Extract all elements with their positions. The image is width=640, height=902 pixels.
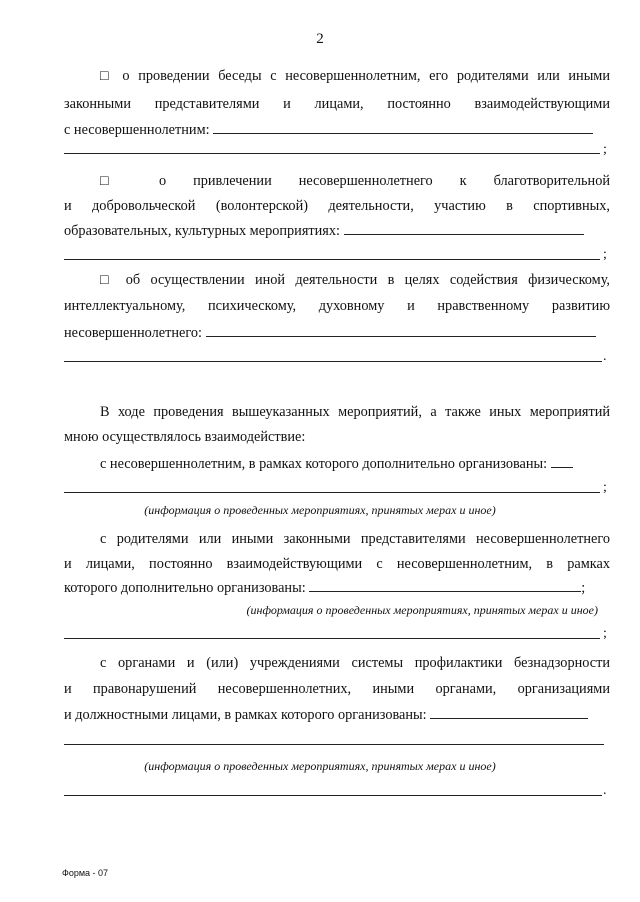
s1-full-blank[interactable]: [64, 153, 600, 154]
s2-blank-field[interactable]: [344, 221, 584, 235]
interaction-intro1: В ходе проведения вышеуказанных мероприятий, а также иных мероприятий: [100, 404, 610, 420]
organs-line3: и должностными лицами, в рамках которого организованы:: [64, 705, 610, 725]
s3-line3: несовершеннолетнего:: [64, 323, 610, 343]
s1-line1: □ о проведении беседы с несовершеннолетним, его родителями или иными: [100, 68, 610, 84]
organs-end: .: [603, 783, 607, 798]
organs-line2: и правонарушений несовершеннолетних, иными органами, организациями: [64, 681, 610, 697]
parents-full-blank[interactable]: [64, 638, 600, 639]
minor-line: с несовершеннолетним, в рамках которого дополнительно организованы:: [100, 454, 610, 474]
organs-line1: с органами и (или) учреждениями системы профилактики безнадзорности: [100, 655, 610, 671]
s3-line1: □ об осуществлении иной деятельности в целях содействия физическому,: [100, 272, 610, 288]
minor-full-blank[interactable]: [64, 492, 600, 493]
form-footer: Форма - 07: [62, 868, 109, 878]
page-number: 2: [316, 31, 324, 47]
s3-line2: интеллектуальному, психическому, духовному и нравственному развитию: [64, 298, 610, 314]
parents-caption: (информация о проведенных мероприятиях, принятых мерах и иное): [246, 603, 598, 617]
organs-caption: (информация о проведенных мероприятиях, принятых мерах и иное): [144, 759, 496, 773]
s3-end: .: [603, 349, 607, 364]
s1-end: ;: [603, 142, 607, 157]
interaction-intro2: мною осуществлялось взаимодействие:: [64, 429, 306, 445]
s3-full-blank[interactable]: [64, 361, 602, 362]
minor-end: ;: [603, 480, 607, 495]
organs-full-blank2[interactable]: [64, 795, 602, 796]
minor-caption: (информация о проведенных мероприятиях, принятых мерах и иное): [144, 503, 496, 517]
organs-full-blank1[interactable]: [64, 744, 604, 745]
parents-end: ;: [603, 626, 607, 641]
s2-line2: и добровольческой (волонтерской) деятельности, участию в спортивных,: [64, 198, 610, 214]
parents-line1: с родителями или иными законными представителями несовершеннолетнего: [100, 531, 610, 547]
organs-blank-field[interactable]: [430, 705, 588, 719]
s2-line3: образовательных, культурных мероприятиях:: [64, 221, 610, 241]
s2-line1: □ о привлечении несовершеннолетнего к благотворительной: [100, 173, 610, 189]
s2-full-blank[interactable]: [64, 259, 600, 260]
s1-line3: с несовершеннолетним:: [64, 120, 610, 140]
parents-line3: которого дополнительно организованы: ;: [64, 580, 586, 596]
s1-blank-field[interactable]: [213, 120, 593, 134]
minor-blank-field[interactable]: [551, 454, 573, 468]
parents-line2: и лицами, постоянно взаимодействующими с несовершеннолетним, в рамках: [64, 556, 610, 572]
s3-blank-field[interactable]: [206, 323, 596, 337]
s2-end: ;: [603, 247, 607, 262]
s1-line2: законными представителями и лицами, постоянно взаимодействующими: [64, 96, 610, 112]
parents-blank-field[interactable]: [309, 578, 581, 592]
